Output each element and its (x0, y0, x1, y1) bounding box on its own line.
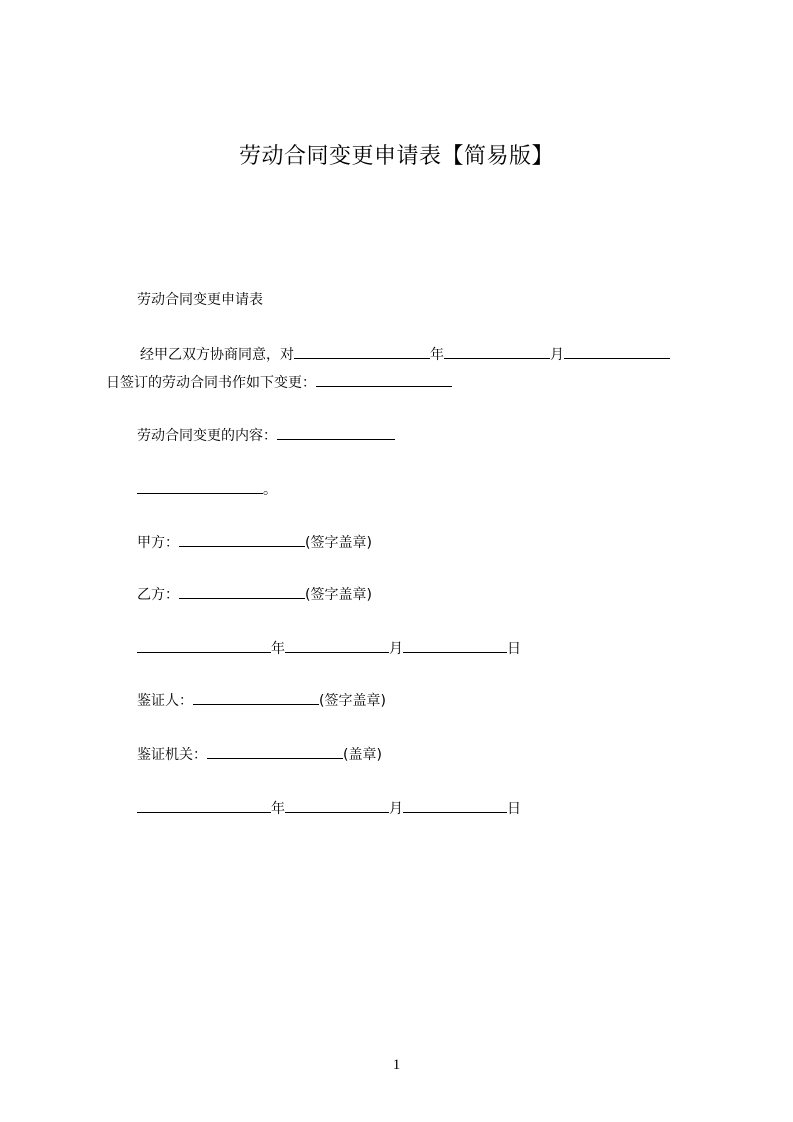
change-content-line (137, 425, 395, 446)
page-number: 1 (392, 1057, 401, 1073)
party-a-label: 甲方： (137, 535, 179, 551)
authority-label: 鉴证机关： (137, 747, 207, 763)
date1-year-blank[interactable] (137, 638, 271, 653)
agreement-line2-prefix: 日签订的劳动合同书作如下变更： (106, 375, 316, 391)
period: 。 (263, 482, 277, 498)
party-b-line (137, 584, 372, 605)
date1-day-label: 日 (507, 641, 521, 657)
date1-year-label: 年 (271, 641, 285, 657)
change-content-label: 劳动合同变更的内容： (137, 428, 277, 444)
agreement-line-1 (140, 344, 670, 365)
year-label: 年 (430, 347, 444, 363)
contract-year-blank[interactable] (294, 344, 430, 359)
witness-line (137, 690, 386, 711)
authority-seal: (盖章) (343, 747, 382, 763)
date1-day-blank[interactable] (403, 638, 507, 653)
party-b-signature-blank[interactable] (179, 584, 305, 599)
change-description-blank[interactable] (316, 372, 452, 387)
change-content-blank[interactable] (277, 425, 395, 440)
contract-day-blank[interactable] (564, 344, 670, 359)
date2-year-blank[interactable] (137, 798, 271, 813)
change-content-continuation (137, 479, 277, 500)
date-line-1 (137, 638, 521, 659)
witness-sign-seal: (签字盖章) (319, 693, 386, 709)
change-content-blank-2[interactable] (137, 479, 263, 494)
agreement-line-2 (106, 372, 452, 393)
month-label: 月 (550, 347, 564, 363)
party-a-signature-blank[interactable] (179, 532, 305, 547)
date2-month-label: 月 (389, 801, 403, 817)
date2-day-label: 日 (507, 801, 521, 817)
party-a-line (137, 532, 372, 553)
date1-month-label: 月 (389, 641, 403, 657)
subheading: 劳动合同变更申请表 (137, 292, 263, 308)
contract-month-blank[interactable] (444, 344, 550, 359)
date2-year-label: 年 (271, 801, 285, 817)
date2-month-blank[interactable] (285, 798, 389, 813)
witness-signature-blank[interactable] (193, 690, 319, 705)
authority-seal-blank[interactable] (207, 744, 343, 759)
date2-day-blank[interactable] (403, 798, 507, 813)
date-line-2 (137, 798, 521, 819)
authority-line (137, 744, 382, 765)
agreement-prefix: 经甲乙双方协商同意，对 (140, 347, 294, 363)
party-b-label: 乙方： (137, 587, 179, 603)
party-b-sign-seal: (签字盖章) (305, 587, 372, 603)
date1-month-blank[interactable] (285, 638, 389, 653)
page-title: 劳动合同变更申请表【简易版】 (238, 144, 554, 169)
witness-label: 鉴证人： (137, 693, 193, 709)
party-a-sign-seal: (签字盖章) (305, 535, 372, 551)
